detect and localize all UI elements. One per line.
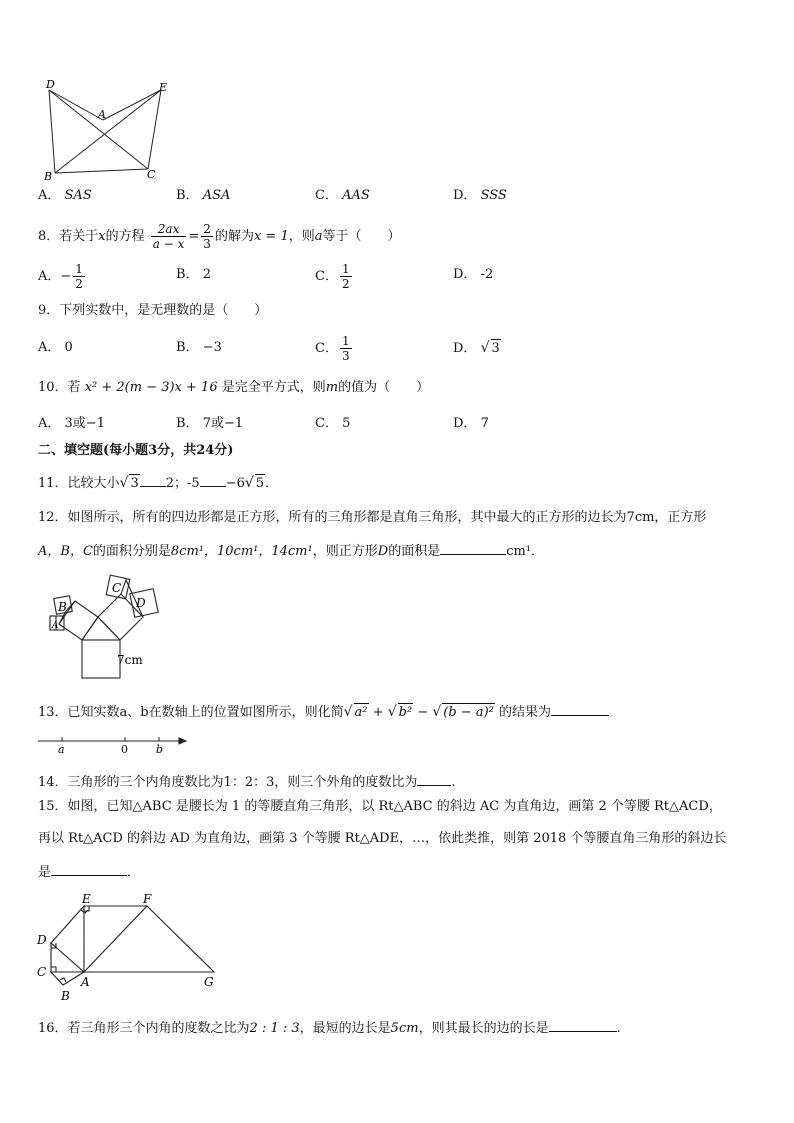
q15-line-1: 15．如图，已知△ABC 是腰长为 1 的等腰直角三角形，以 Rt△ABC 的斜边 AC 为直角边，画第 2 个等腰 Rt△ACD， <box>38 799 722 814</box>
q12-line-1: 12．如图所示，所有的四边形都是正方形，所有的三角形都是直角三角形，其中最大的正方形的边长为7cm，正方形 <box>38 510 707 525</box>
q8-option-c: C． $\frac{1}{2}$ <box>315 262 350 291</box>
q7-label-c: C <box>147 168 156 181</box>
q12-label-b: B <box>58 600 67 614</box>
q9-option-a: A． 0 <box>38 340 73 355</box>
q7-option-a: A． SAS <box>38 188 92 203</box>
q11-blank-2[interactable] <box>200 473 226 487</box>
q13-axis-zero: 0 <box>121 743 128 756</box>
q8-option-b: B． 2 <box>176 267 211 282</box>
q10-option-a: A． 3或−1 <box>38 416 105 431</box>
q11-stem: 11．比较大小√ 3 2；-5 −6√ 5． <box>38 475 279 491</box>
q8-fraction-right: $\frac{2}{3}$ <box>203 222 211 251</box>
q14-stem: 14．三角形的三个内角度数比为1：2：3，则三个外角的度数比为 . <box>38 772 456 792</box>
q11-blank-1[interactable] <box>140 473 166 487</box>
q15-label-f: F <box>143 892 152 906</box>
q15-label-a: A <box>81 975 90 989</box>
q15-line-3: 是 ． <box>38 862 140 882</box>
q9-option-b: B． −3 <box>176 340 222 355</box>
q10-option-d: D． 7 <box>453 416 489 431</box>
q15-label-c: C <box>37 965 47 979</box>
q12-label-d: D <box>136 596 146 610</box>
q10-option-b: B． 7或−1 <box>176 416 244 431</box>
q7-figure <box>38 76 178 182</box>
q15-label-e: E <box>82 892 91 906</box>
q13-axis-a: a <box>58 743 65 756</box>
q12-label-c: C <box>112 581 122 595</box>
q12-label-a: A <box>52 621 59 631</box>
q15-label-g: G <box>204 975 214 989</box>
q15-blank[interactable] <box>51 862 127 876</box>
q7-option-d: D． SSS <box>453 188 507 203</box>
q8-fraction-left: $\frac{2ax}{a - x}$ <box>152 222 185 251</box>
section-heading: 二、填空题(每小题3分，共24分) <box>38 443 234 458</box>
q9-option-c: C． $\frac{1}{3}$ <box>315 334 350 363</box>
q8-option-d: D． -2 <box>453 267 494 282</box>
q10-option-c: C． 5 <box>315 416 351 431</box>
q13-number-line <box>36 732 188 756</box>
q10-stem: 10．若 x² + 2(m − 3)x + 16 是完全平方式，则m的值为（ ） <box>38 380 430 395</box>
q9-option-d: D． √ 3 <box>453 340 500 356</box>
q7-label-a: A <box>98 108 106 121</box>
q7-label-e: E <box>159 81 168 94</box>
q8-stem: 8．若关于x的方程 $\frac{2ax}{a - x}$ = $\frac{2}{3}$ 的解为x = 1，则a等于（ ） <box>38 222 401 251</box>
q12-side-label: 7cm <box>117 653 143 667</box>
q15-line-2: 再以 Rt△ACD 的斜边 AD 为直角边，画第 3 个等腰 Rt△ADE，…，依此类推，则第 2018 个等腰直角三角形的斜边长 <box>38 831 727 846</box>
q8-option-a: A．− $\frac{1}{2}$ <box>38 262 83 291</box>
q12-figure <box>46 574 176 680</box>
q15-label-b: B <box>61 989 70 1003</box>
q13-blank[interactable] <box>551 702 609 716</box>
q7-label-d: D <box>46 78 55 91</box>
q7-label-b: B <box>44 170 53 182</box>
q15-figure <box>34 892 224 1004</box>
q15-label-d: D <box>37 933 47 947</box>
q7-option-c: C． AAS <box>315 188 370 203</box>
q9-stem: 9．下列实数中，是无理数的是（ ） <box>38 303 268 318</box>
q12-blank[interactable] <box>440 541 506 555</box>
q13-axis-b: b <box>156 743 164 756</box>
q13-stem: 13．已知实数a、b在数轴上的位置如图所示，则化简√ a² + √ b² − √ (b − a)² 的结果为 <box>38 702 609 722</box>
q16-stem: 16．若三角形三个内角的度数之比为2 : 1 : 3，最短的边长是5cm，则其最长的边的长是 . <box>38 1018 621 1038</box>
q14-blank[interactable] <box>417 772 451 786</box>
q16-blank[interactable] <box>549 1018 617 1032</box>
q7-option-b: B． ASA <box>176 188 231 203</box>
q12-line-2: A，B，C的面积分别是8cm¹，10cm¹，14cm¹，则正方形D的面积是 cm¹． <box>38 541 544 561</box>
